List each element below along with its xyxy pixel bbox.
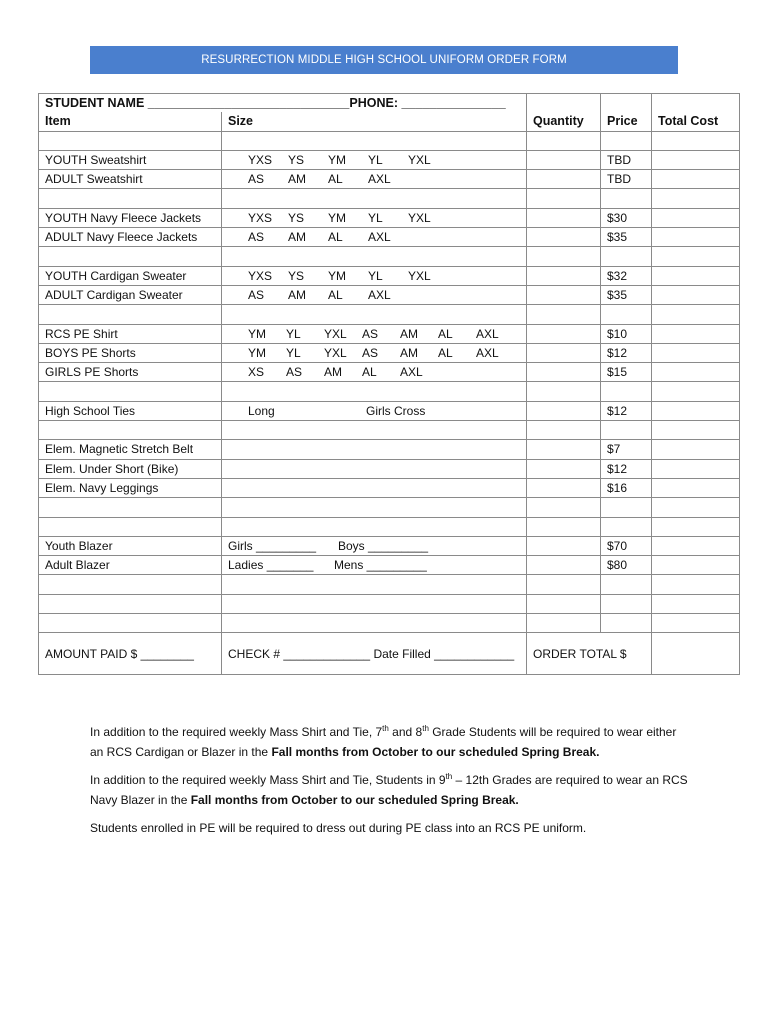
- price-cell: $35: [601, 228, 652, 247]
- item-label: Elem. Under Short (Bike): [39, 459, 222, 478]
- price-cell: $12: [601, 459, 652, 478]
- size-option: AL: [328, 230, 343, 245]
- size-option: YL: [368, 153, 383, 168]
- size-options: [228, 172, 526, 186]
- size-option: YM: [248, 346, 266, 360]
- total-cost-cell[interactable]: [652, 556, 740, 575]
- total-cost-cell[interactable]: [652, 228, 740, 247]
- price-cell: TBD: [601, 150, 652, 169]
- price-cell: $10: [601, 324, 652, 343]
- size-option: YM: [328, 268, 346, 283]
- table-row: [39, 459, 740, 478]
- size-options: [228, 230, 526, 244]
- spacer-row: [39, 517, 740, 536]
- table-row: [39, 228, 740, 247]
- size-option: AS: [248, 230, 265, 245]
- total-cost-cell[interactable]: [652, 536, 740, 555]
- price-cell: $80: [601, 556, 652, 575]
- table-row: [39, 285, 740, 304]
- item-label: Elem. Navy Leggings: [39, 478, 222, 497]
- size-options: [228, 327, 526, 341]
- quantity-cell[interactable]: [527, 478, 601, 497]
- quantity-cell[interactable]: [527, 208, 601, 227]
- header-price: Price: [601, 112, 652, 131]
- student-name-phone-field[interactable]: STUDENT NAME _____________________________PHONE: _______________: [39, 94, 527, 113]
- size-option: AL: [328, 172, 343, 187]
- item-label: YOUTH Cardigan Sweater: [39, 266, 222, 285]
- total-cost-cell[interactable]: [652, 440, 740, 459]
- size-option: AXL: [368, 288, 391, 303]
- spacer-row: [39, 575, 740, 594]
- item-label: YOUTH Navy Fleece Jackets: [39, 208, 222, 227]
- quantity-cell[interactable]: [527, 401, 601, 420]
- price-cell: $70: [601, 536, 652, 555]
- note-grade-9-12: In addition to the required weekly Mass Shirt and Tie, Students in 9th – 12th Grades are required to wear an RCS Navy Blazer in the Fall months from October to our scheduled Spring Break.: [90, 772, 688, 807]
- quantity-cell[interactable]: [527, 343, 601, 362]
- size-option: AL: [362, 365, 377, 380]
- size-option: AM: [288, 288, 306, 303]
- order-table: [38, 93, 740, 675]
- size-option: YXS: [248, 210, 273, 225]
- table-row: [39, 208, 740, 227]
- price-cell: $32: [601, 266, 652, 285]
- size-options: [228, 365, 526, 379]
- price-cell: $15: [601, 363, 652, 382]
- item-label: Adult Blazer: [39, 556, 222, 575]
- size-option: YXL: [324, 346, 347, 360]
- item-label: Elem. Magnetic Stretch Belt: [39, 440, 222, 459]
- total-cost-cell[interactable]: [652, 459, 740, 478]
- size-option: AL: [328, 288, 343, 303]
- size-blank[interactable]: Ladies _______: [228, 558, 314, 573]
- size-option: YXL: [408, 210, 431, 225]
- size-option: AM: [288, 230, 306, 245]
- item-label: RCS PE Shirt: [39, 324, 222, 343]
- size-option: AS: [362, 346, 379, 360]
- table-row: [39, 536, 740, 555]
- total-cost-cell[interactable]: [652, 208, 740, 227]
- note-pe: Students enrolled in PE will be required to dress out during PE class into an RCS PE uniform.: [90, 821, 587, 835]
- check-date-field[interactable]: CHECK # _____________ Date Filled ____________: [222, 633, 527, 675]
- amount-paid-field[interactable]: AMOUNT PAID $ ________: [39, 633, 222, 675]
- quantity-cell[interactable]: [527, 363, 601, 382]
- price-cell: $30: [601, 208, 652, 227]
- item-label: ADULT Cardigan Sweater: [39, 285, 222, 304]
- table-row: [39, 556, 740, 575]
- header-item: Item: [39, 112, 222, 131]
- size-options: [228, 288, 526, 302]
- quantity-cell[interactable]: [527, 556, 601, 575]
- size-options: [228, 153, 526, 167]
- size-option: YS: [288, 153, 305, 168]
- item-label: ADULT Sweatshirt: [39, 170, 222, 189]
- item-label: GIRLS PE Shorts: [39, 363, 222, 382]
- table-row: [39, 324, 740, 343]
- spacer-row: [39, 189, 740, 208]
- spacer-row: [39, 247, 740, 266]
- size-option: YM: [328, 210, 346, 225]
- quantity-cell[interactable]: [527, 536, 601, 555]
- total-cost-cell[interactable]: [652, 343, 740, 362]
- size-option: YL: [368, 210, 383, 225]
- quantity-cell[interactable]: [527, 324, 601, 343]
- size-option: AXL: [400, 365, 423, 380]
- table-row: [39, 478, 740, 497]
- item-label: Youth Blazer: [39, 536, 222, 555]
- table-row: [39, 363, 740, 382]
- table-row: [39, 266, 740, 285]
- total-cost-cell[interactable]: [652, 363, 740, 382]
- size-options: [228, 346, 526, 360]
- size-option: YL: [368, 268, 383, 283]
- item-label: ADULT Navy Fleece Jackets: [39, 228, 222, 247]
- total-cost-cell[interactable]: [652, 170, 740, 189]
- size-option: AXL: [368, 172, 391, 187]
- size-option: AM: [400, 326, 418, 341]
- quantity-cell[interactable]: [527, 228, 601, 247]
- size-option: AM: [288, 172, 306, 187]
- order-total-field[interactable]: [652, 633, 740, 675]
- size-option: AXL: [368, 230, 391, 245]
- size-option: AS: [248, 172, 265, 187]
- item-label: BOYS PE Shorts: [39, 343, 222, 362]
- order-total-label: ORDER TOTAL $: [527, 633, 652, 675]
- quantity-cell[interactable]: [527, 459, 601, 478]
- price-cell: $12: [601, 343, 652, 362]
- size-option: AM: [324, 365, 342, 380]
- size-blank[interactable]: Mens _________: [334, 558, 427, 573]
- quantity-cell[interactable]: [527, 285, 601, 304]
- size-option: YM: [328, 153, 346, 168]
- table-row: [39, 440, 740, 459]
- total-cost-cell[interactable]: [652, 401, 740, 420]
- size-option: AM: [400, 346, 418, 360]
- total-cost-cell[interactable]: [652, 478, 740, 497]
- size-option: YS: [288, 210, 305, 225]
- size-option: YXL: [324, 326, 347, 341]
- size-option: AS: [362, 326, 379, 341]
- size-option: YXS: [248, 153, 273, 168]
- spacer-row: [39, 594, 740, 613]
- header-quantity: Quantity: [527, 112, 601, 131]
- spacer-row: [39, 382, 740, 401]
- spacer-row: [39, 421, 740, 440]
- table-row: [39, 170, 740, 189]
- form-title-banner: RESURRECTION MIDDLE HIGH SCHOOL UNIFORM ORDER FORM: [90, 46, 678, 74]
- size-option: AS: [248, 288, 265, 303]
- size-option: AXL: [476, 326, 499, 341]
- quantity-cell[interactable]: [527, 150, 601, 169]
- size-option: XS: [248, 365, 265, 380]
- size-option: AL: [438, 326, 453, 341]
- size-option: YXS: [248, 268, 273, 283]
- size-option: YM: [248, 326, 266, 341]
- item-label: High School Ties: [39, 401, 222, 420]
- size-option: YXL: [408, 153, 431, 168]
- size-option: AL: [438, 346, 453, 360]
- table-row: [39, 150, 740, 169]
- price-cell: $16: [601, 478, 652, 497]
- spacer-row: [39, 305, 740, 324]
- header-size: Size: [222, 112, 527, 131]
- size-option: YS: [288, 268, 305, 283]
- price-cell: $35: [601, 285, 652, 304]
- total-cost-cell[interactable]: [652, 324, 740, 343]
- size-option: YL: [286, 326, 301, 341]
- size-options: [228, 211, 526, 225]
- total-cost-cell[interactable]: [652, 285, 740, 304]
- size-blank[interactable]: Girls _________: [228, 538, 317, 553]
- table-row: [39, 401, 740, 420]
- size-options: [228, 269, 526, 283]
- spacer-row: [39, 131, 740, 150]
- size-option: AS: [286, 365, 303, 380]
- total-cost-cell[interactable]: [652, 150, 740, 169]
- item-label: YOUTH Sweatshirt: [39, 150, 222, 169]
- quantity-cell[interactable]: [527, 170, 601, 189]
- size-option: Girls Cross: [366, 403, 426, 418]
- size-blank[interactable]: Boys _________: [338, 538, 429, 553]
- spacer-row: [39, 614, 740, 633]
- quantity-cell[interactable]: [527, 440, 601, 459]
- size-option: Long: [248, 403, 275, 418]
- spacer-row: [39, 498, 740, 517]
- size-option: YL: [286, 346, 301, 360]
- note-grade-7-8: In addition to the required weekly Mass Shirt and Tie, 7th and 8th Grade Students will be required to wear either an RCS Cardigan or Blazer in the Fall months from October to our scheduled Spring Break.: [90, 724, 677, 759]
- table-row: [39, 343, 740, 362]
- price-cell: $7: [601, 440, 652, 459]
- header-total-cost: Total Cost: [652, 112, 740, 131]
- price-cell: TBD: [601, 170, 652, 189]
- totals-row: [39, 633, 740, 675]
- size-option: YXL: [408, 268, 431, 283]
- total-cost-cell[interactable]: [652, 266, 740, 285]
- quantity-cell[interactable]: [527, 266, 601, 285]
- notes-section: [90, 723, 690, 848]
- price-cell: $12: [601, 401, 652, 420]
- size-option: AXL: [476, 346, 499, 360]
